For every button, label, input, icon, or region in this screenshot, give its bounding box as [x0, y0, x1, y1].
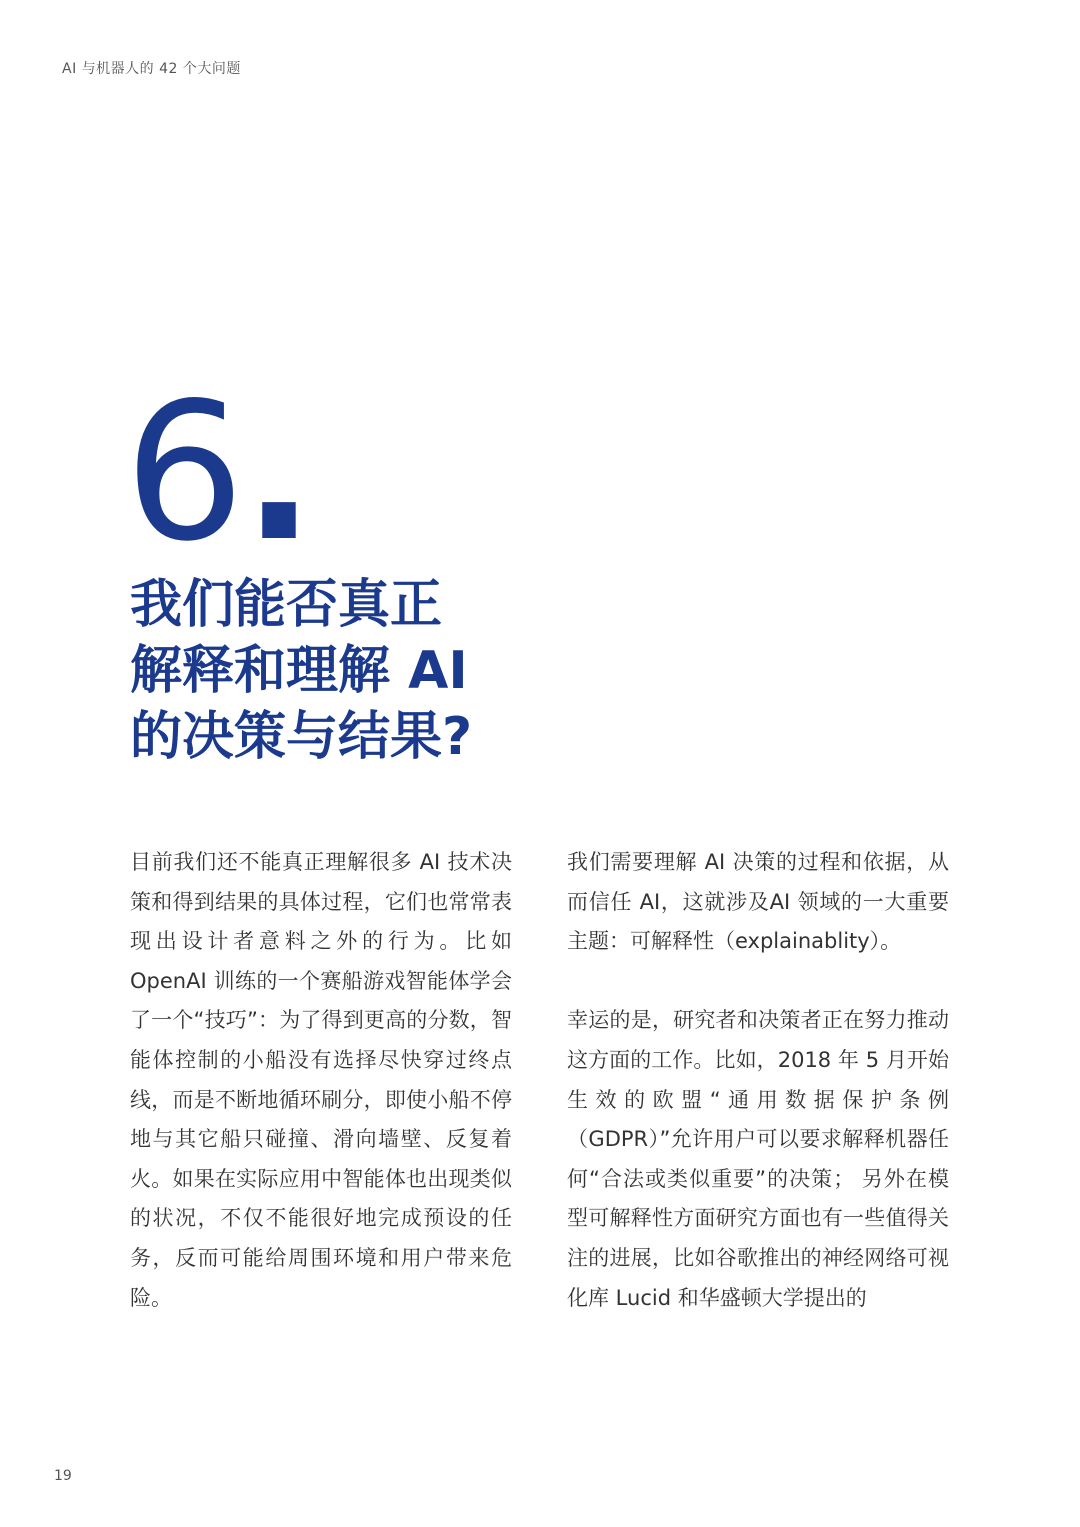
chapter-number-digit: 6: [124, 362, 243, 583]
chapter-number: [124, 362, 314, 583]
chapter-title-line-1: 我们能否真正: [130, 575, 443, 635]
chapter-title: [130, 572, 550, 770]
chapter-number-dot: .: [242, 362, 314, 583]
chapter-title-line-2: 解释和理解 AI: [130, 641, 468, 701]
body-paragraph: 幸运的是，研究者和决策者正在努力推动这方面的工作。比如，2018 年 5 月开始生效的欧盟“通用数据保护条例（GDPR）”允许用户可以要求解释机器任何“合法或类似重要”的决策； 另外在模型可解释性方面研究方面也有一些值得关注的进展，比如谷歌推出的神经网络可视化库 Lucid 和华盛顿大学提出的: [567, 1008, 949, 1310]
body-paragraph: 我们需要理解 AI 决策的过程和依据，从而信任 AI，这就涉及AI 领域的一大重要主题：可解释性（explainablity）。: [567, 850, 949, 954]
body-paragraph: 目前我们还不能真正理解很多 AI 技术决策和得到结果的具体过程，它们也常常表现出设计者意料之外的行为。比如 OpenAI 训练的一个赛船游戏智能体学会了一个“技巧”：为了得到更高的分数，智能体控制的小船没有选择尽快穿过终点线，而是不断地循环刷分，即使小船不停地与其它船只碰撞、滑向墙壁、反复着火。如果在实际应用中智能体也出现类似的状况，不仅不能很好地完成预设的任务，反而可能给周围环境和用户带来危险。: [130, 850, 512, 1310]
chapter-title-line-3: 的决策与结果?: [130, 707, 473, 767]
page-number: 19: [54, 1468, 72, 1484]
body-column-right: [567, 843, 949, 1318]
running-header: AI 与机器人的 42 个大问题: [62, 61, 241, 77]
body-column-left: [130, 843, 512, 1318]
